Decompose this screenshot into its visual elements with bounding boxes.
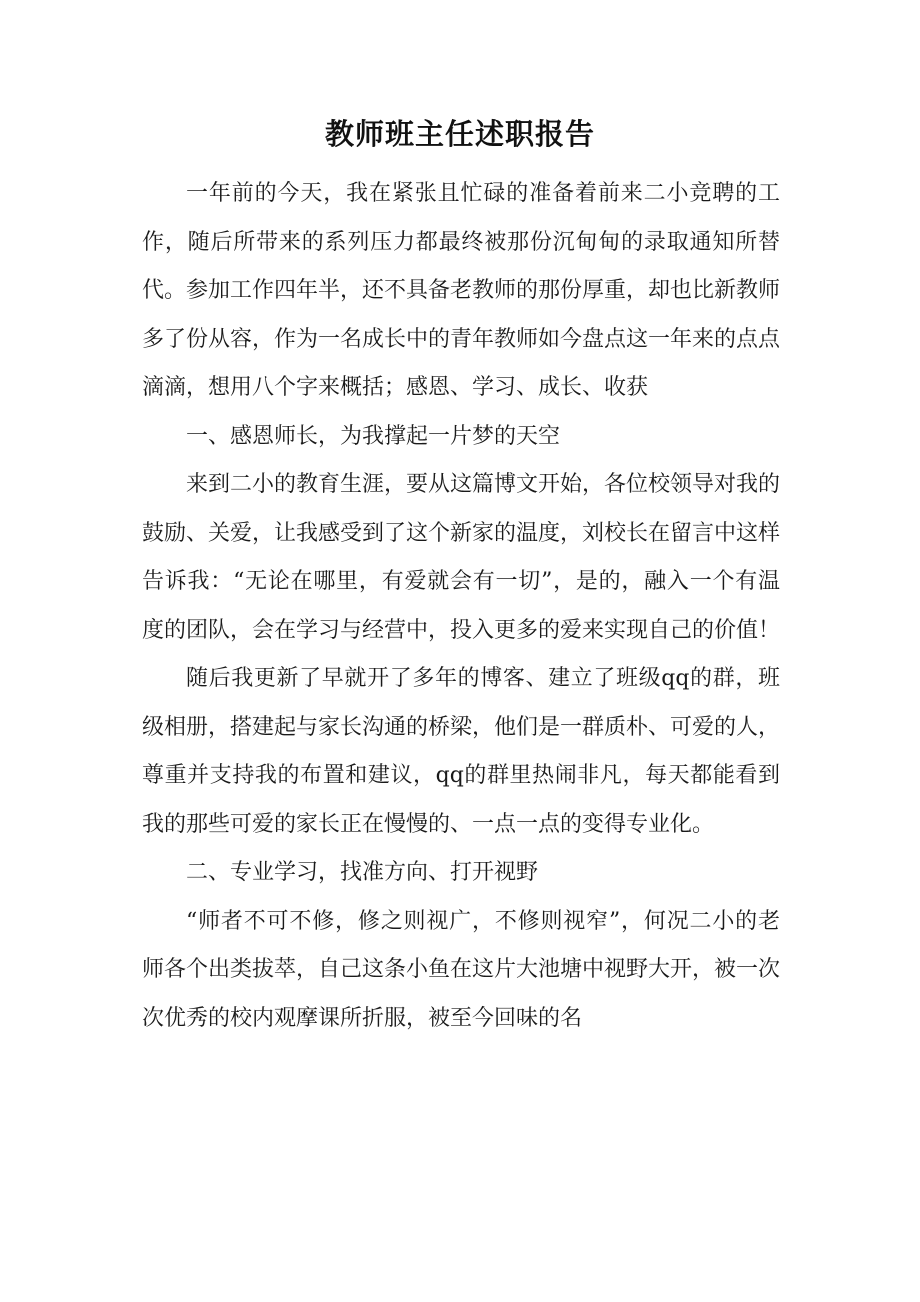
document-body <box>142 170 780 1043</box>
paragraph-learning: “师者不可不修，修之则视广，不修则视窄”，何况二小的老师各个出类拔萃，自己这条小鱼在这片大池塘中视野大开，被一次次优秀的校内观摩课所折服，被至今回味的名 <box>142 908 781 1031</box>
paragraph-blog-qq: 随后我更新了早就开了多年的博客、建立了班级qq的群，班级相册，搭建起与家长沟通的桥梁，他们是一群质朴、可爱的人，尊重并支持我的布置和建议，qq的群里热闹非凡，每天都能看到我的那些可爱的家长正在慢慢的、一点一点的变得专业化。 <box>142 666 781 837</box>
paragraph-intro: 一年前的今天，我在紧张且忙碌的准备着前来二小竞聘的工作，随后所带来的系列压力都最终被那份沉甸甸的录取通知所替代。参加工作四年半，还不具备老教师的那份厚重，却也比新教师多了份从容，作为一名成长中的青年教师如今盘点这一年来的点点滴滴，想用八个字来概括；感恩、学习、成长、收获 <box>142 181 781 400</box>
paragraph-gratitude: 来到二小的教育生涯，要从这篇博文开始，各位校领导对我的鼓励、关爱，让我感受到了这个新家的温度，刘校长在留言中这样告诉我：“无论在哪里，有爱就会有一切”，是的，融入一个有温度的团队，会在学习与经营中，投入更多的爱来实现自己的价值！ <box>142 472 781 643</box>
section-heading-learning: 二、专业学习，找准方向、打开视野 <box>186 860 539 885</box>
document-title: 教师班主任述职报告 <box>324 117 595 151</box>
section-heading-gratitude: 一、感恩师长，为我撑起一片梦的天空 <box>186 423 561 449</box>
